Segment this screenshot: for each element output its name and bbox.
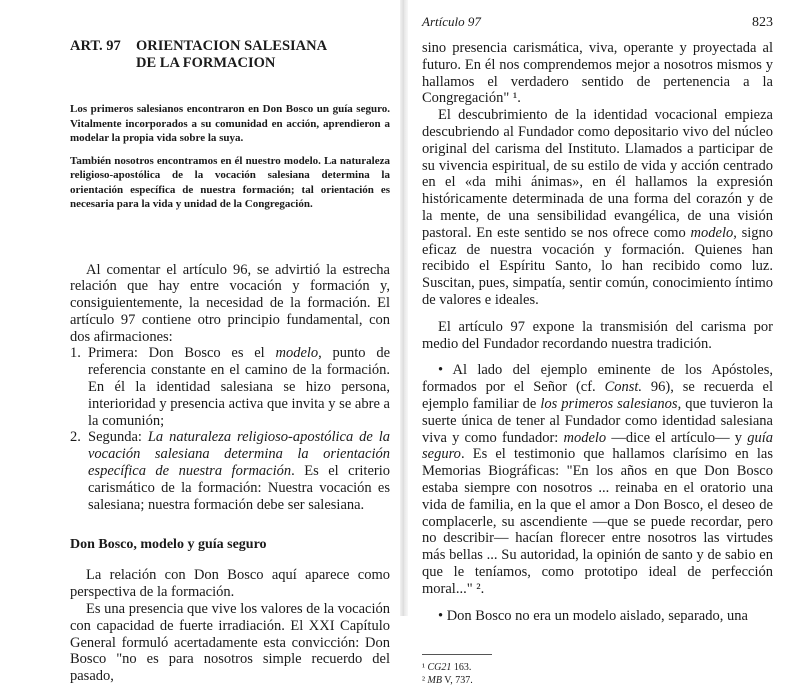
paragraph: El artículo 97 expone la transmisión del carisma por medio del Fundador recordando nuestra tradición. bbox=[422, 318, 773, 352]
text-run: 96), se recuerda el ejemplo familiar de bbox=[422, 379, 773, 412]
text-run: —dice el artículo— y bbox=[606, 429, 748, 446]
right-page bbox=[404, 0, 809, 687]
list-item-text bbox=[88, 345, 390, 429]
text-run: , que tuvieron la suerte única de tener al Fundador como identidad salesiana viva y como fundador: bbox=[422, 395, 773, 446]
paragraph: sino presencia carismática, viva, operante y proyectada al futuro. En él nos comprendemos mejor a nosotros mismos y hallamos el verdadero sentido de pertenencia a la Congregación" ¹. bbox=[422, 40, 773, 107]
affirmations-list bbox=[70, 345, 390, 513]
text-run: . Es el testimonio que hallamos clarísimo en las Memorias Biográficas: "En los años en que Don Bosco estaba siempre con nosotros ... reinaba en el oratorio una vida de familia, en la que el amor a Don Bosco, el deseo de complacerle, su ascendiente —que se puede recordar, pero no describir— hacían florecer entre nosotros las virtudes más bellas ... Su autoridad, la opinión de santo y de sabio en que le teníamos, como prototipo ideal de perfección moral..." ². bbox=[422, 446, 773, 597]
article-heading-line2: DE LA FORMACION bbox=[136, 55, 276, 71]
text-run: , punto de referencia constante en el camino de la formación. En él la identidad salesiana se hizo persona, interioridad y presencia activa que invita y se abre a la comunión; bbox=[88, 345, 391, 429]
text-run: V, 737. bbox=[441, 675, 473, 687]
emphasis: modelo bbox=[563, 429, 607, 446]
emphasis: CG21 bbox=[427, 662, 452, 674]
list-item-text bbox=[88, 429, 390, 513]
text-run: , signo eficaz de nuestra vocación y formación. Quienes han recibido el Espíritu Santo, lo han recibido como luz. Suscitan, pues, simpatía, sentir común, conocimiento íntimo de valores e ideales. bbox=[422, 224, 773, 308]
paragraph: La relación con Don Bosco aquí aparece como perspectiva de la formación. bbox=[70, 567, 390, 601]
emphasis: guía seguro bbox=[422, 429, 773, 463]
list-item bbox=[70, 345, 390, 429]
page-number: 823 bbox=[752, 15, 773, 30]
list-item-number: 1. bbox=[70, 345, 81, 362]
list-item bbox=[70, 429, 390, 513]
article-title bbox=[70, 38, 390, 72]
text-run: Segunda: bbox=[88, 429, 148, 446]
page-header bbox=[422, 14, 773, 40]
article-heading bbox=[136, 38, 356, 72]
text-run: Primera: Don Bosco es el bbox=[88, 345, 276, 362]
footnote-mark: ¹ bbox=[422, 662, 425, 674]
emphasis: La naturaleza religioso-apostólica de la vocación salesiana determina la orientación específica de nuestra formación bbox=[88, 429, 390, 480]
article-number: ART. 97 bbox=[70, 38, 121, 54]
emphasis: Const. bbox=[604, 379, 643, 396]
section-heading: Don Bosco, modelo y guía seguro bbox=[70, 537, 267, 553]
paragraph: • Don Bosco no era un modelo aislado, separado, una bbox=[438, 607, 748, 624]
footnote-divider bbox=[422, 654, 492, 655]
text-run: . Es el criterio carismático de la formación: Nuestra vocación es salesiana; nuestra formación debe ser salesiana. bbox=[88, 463, 390, 513]
paragraph bbox=[422, 362, 773, 597]
text-run: 163. bbox=[451, 662, 472, 674]
text-run: • Al lado del ejemplo eminente de los Apóstoles, formados por el Señor (cf. bbox=[422, 362, 773, 396]
emphasis: modelo bbox=[690, 224, 734, 241]
footnote-2 bbox=[422, 674, 773, 687]
emphasis: modelo bbox=[275, 345, 319, 362]
footnote-1 bbox=[422, 661, 773, 674]
running-head: Artículo 97 bbox=[422, 14, 481, 29]
article-heading-line1: ORIENTACION SALESIANA bbox=[136, 38, 328, 54]
left-page bbox=[0, 0, 404, 685]
emphasis: los primeros salesianos bbox=[540, 395, 678, 412]
paragraph: Es una presencia que vive los valores de la vocación con capacidad de fuerte irradiación. El XXI Capítulo General formuló acertadamente esta convicción: Don Bosco "no es para nosotros simple recuerdo del pasado, bbox=[70, 601, 390, 685]
list-item-number: 2. bbox=[70, 429, 81, 446]
footnote-mark: ² bbox=[422, 675, 425, 687]
intro-paragraph: Al comentar el artículo 96, se advirtió la estrecha relación que hay entre vocación y formación y, consiguientemente, la necesidad de la formación. El artículo 97 contiene otro principio fundamental, con dos afirmaciones: bbox=[70, 261, 390, 345]
emphasis: MB bbox=[427, 675, 442, 687]
constitution-text-2: También nosotros encontramos en él nuestro modelo. La naturaleza religioso-apostólica de la vocación salesiana determina la orientación específica de nuestra formación; tal orientación es necesaria para la vida y unidad de la Congregación. bbox=[70, 154, 390, 210]
constitution-text-1: Los primeros salesianos encontraron en Don Bosco un guía seguro. Vitalmente incorporados a su comunidad en acción, aprendieron a modelar la propia vida sobre la suya. bbox=[70, 103, 390, 144]
paragraph bbox=[422, 107, 773, 309]
text-run: El descubrimiento de la identidad vocacional empieza descubriendo al Fundador como depositario vivo del núcleo original del carisma del Instituto. Llamados a participar de su vivencia espiritual, de su estilo de vida y acción centrado en el «da mihi ánimas», en él hallamos la expresión históricamente determinada de una forma del corazón y de la mente, de una sensibilidad evangélica, de una visión pastoral. En este sentido se nos ofrece como bbox=[422, 107, 773, 241]
